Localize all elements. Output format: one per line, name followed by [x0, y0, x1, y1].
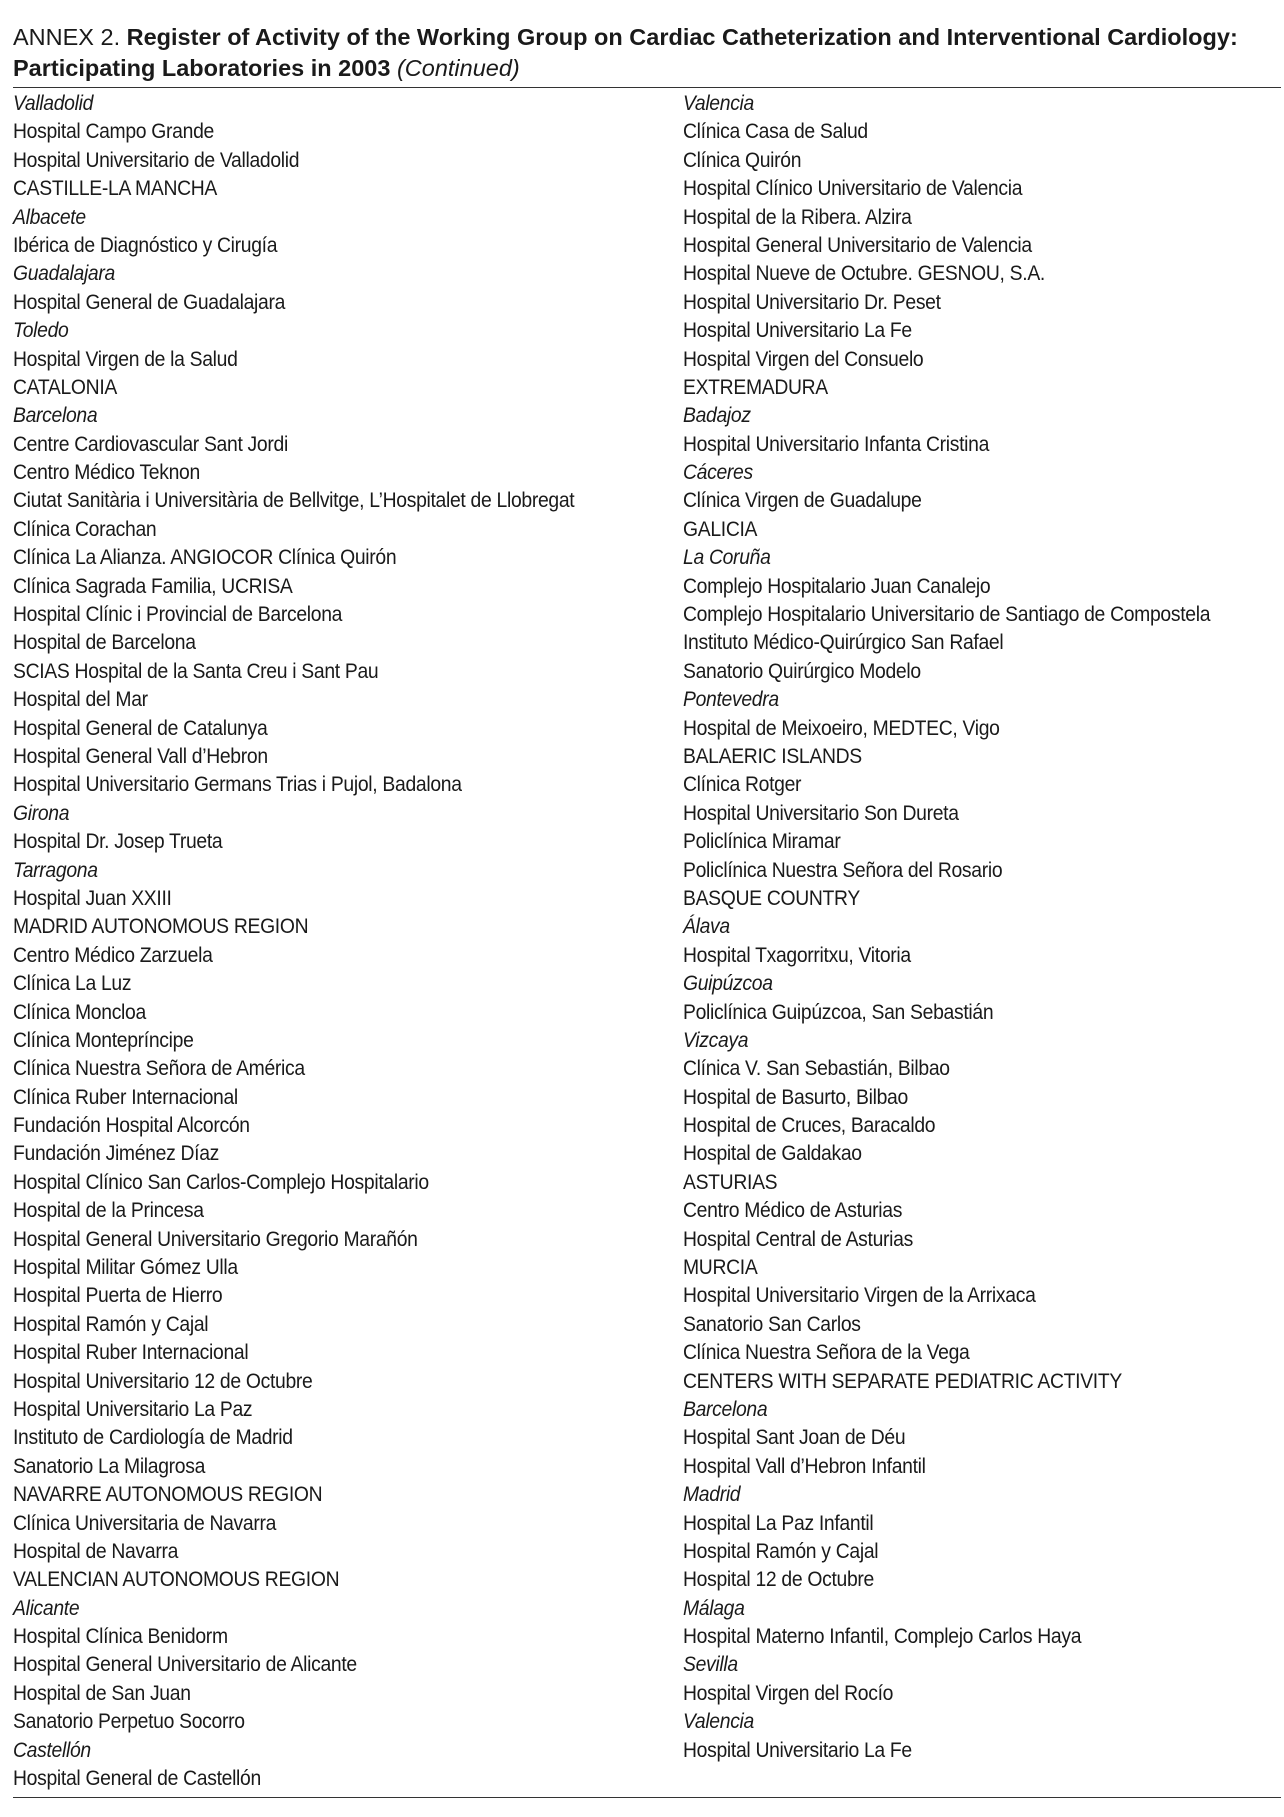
region-heading: MADRID AUTONOMOUS REGION	[13, 914, 309, 939]
annex-title-subtitle: Participating Laboratories in 2003	[13, 55, 391, 81]
region-heading: CATALONIA	[13, 374, 117, 399]
annex-title-main: Register of Activity of the Working Group on Cardiac Catheterization and Interventional Cardiology:	[126, 24, 1238, 50]
hospital-entry: Hospital Militar Gómez Ulla	[13, 1255, 238, 1280]
hospital-entry: Hospital Central de Asturias	[683, 1226, 913, 1251]
city-heading: Barcelona	[13, 403, 98, 428]
hospital-entry: Hospital Dr. Josep Trueta	[13, 829, 223, 854]
hospital-entry: Hospital Clínic i Provincial de Barcelona	[13, 602, 343, 627]
city-heading: Toledo	[13, 318, 69, 343]
hospital-entry: Hospital General de Castellón	[13, 1766, 261, 1791]
hospital-entry: Hospital de San Juan	[13, 1680, 191, 1705]
region-heading: NAVARRE AUTONOMOUS REGION	[13, 1482, 323, 1507]
hospital-entry: Hospital General de Guadalajara	[13, 289, 286, 314]
city-heading: Guipúzcoa	[683, 971, 773, 996]
city-heading: Guadalajara	[13, 261, 115, 286]
hospital-entry: SCIAS Hospital de la Santa Creu i Sant Pau	[13, 658, 379, 683]
hospital-entry: Hospital Txagorritxu, Vitoria	[683, 942, 911, 967]
hospital-entry: Ciutat Sanitària i Universitària de Bellvitge, L’Hospitalet de Llobregat	[13, 488, 575, 513]
hospital-entry: Hospital Puerta de Hierro	[13, 1283, 223, 1308]
hospital-entry: Clínica La Luz	[13, 971, 132, 996]
hospital-entry: Clínica V. San Sebastián, Bilbao	[683, 1056, 950, 1081]
hospital-entry: Clínica Rotger	[683, 772, 802, 797]
hospital-entry: Hospital Virgen del Consuelo	[683, 346, 924, 371]
region-heading: BALAERIC ISLANDS	[683, 743, 862, 768]
hospital-entry: Sanatorio Perpetuo Socorro	[13, 1709, 245, 1734]
hospital-entry: Hospital de Basurto, Bilbao	[683, 1084, 908, 1109]
left-column	[13, 89, 673, 1792]
hospital-entry: Hospital de la Princesa	[13, 1198, 204, 1223]
hospital-entry: Hospital de Meixoeiro, MEDTEC, Vigo	[683, 715, 1000, 740]
hospital-entry: Instituto de Cardiología de Madrid	[13, 1425, 293, 1450]
hospital-entry: Hospital General de Catalunya	[13, 715, 268, 740]
hospital-entry: Complejo Hospitalario Juan Canalejo	[683, 573, 991, 598]
hospital-entry: Hospital Virgen de la Salud	[13, 346, 238, 371]
hospital-entry: Hospital Materno Infantil, Complejo Carlos Haya	[683, 1624, 1082, 1649]
hospital-entry: Hospital Universitario La Fe	[683, 318, 912, 343]
hospital-entry: Fundación Jiménez Díaz	[13, 1141, 220, 1166]
hospital-entry: Clínica Sagrada Familia, UCRISA	[13, 573, 293, 598]
city-heading: La Coruña	[683, 545, 771, 570]
hospital-entry: Clínica Nuestra Señora de América	[13, 1056, 305, 1081]
bottom-rule	[13, 1797, 1281, 1798]
hospital-entry: Clínica Virgen de Guadalupe	[683, 488, 922, 513]
region-heading: VALENCIAN AUTONOMOUS REGION	[13, 1567, 340, 1592]
hospital-entry: Hospital Ramón y Cajal	[13, 1311, 209, 1336]
region-heading: EXTREMADURA	[683, 374, 828, 399]
annex-document	[13, 22, 1281, 1793]
hospital-entry: Clínica Ruber Internacional	[13, 1084, 238, 1109]
hospital-entry: Hospital Vall d’Hebron Infantil	[683, 1453, 926, 1478]
hospital-entry: Clínica Corachan	[13, 516, 157, 541]
city-heading: Valencia	[683, 91, 754, 115]
hospital-entry: Hospital Universitario La Fe	[683, 1737, 912, 1762]
hospital-entry: Hospital de Barcelona	[13, 630, 196, 655]
hospital-entry: Centro Médico Teknon	[13, 460, 200, 485]
city-heading: Alicante	[13, 1595, 80, 1620]
hospital-entry: Policlínica Guipúzcoa, San Sebastián	[683, 999, 994, 1024]
city-heading: Valladolid	[13, 91, 94, 115]
hospital-entry: Policlínica Miramar	[683, 829, 841, 854]
city-heading: Álava	[683, 914, 730, 939]
city-heading: Tarragona	[13, 857, 98, 882]
right-column	[683, 89, 1281, 1764]
city-heading: Albacete	[13, 204, 86, 229]
city-heading: Badajoz	[683, 403, 751, 428]
hospital-entry: Hospital Clínico Universitario de Valencia	[683, 176, 1023, 201]
hospital-entry: Hospital Juan XXIII	[13, 885, 172, 910]
hospital-entry: Hospital Campo Grande	[13, 119, 214, 144]
continued-label: (Continued)	[396, 55, 520, 81]
annex-title	[13, 22, 1281, 87]
hospital-entry: Clínica Universitaria de Navarra	[13, 1510, 277, 1535]
hospital-entry: Hospital Universitario Son Dureta	[683, 800, 959, 825]
hospital-entry: Clínica La Alianza. ANGIOCOR Clínica Quirón	[13, 545, 397, 570]
laboratory-list	[13, 88, 1281, 1793]
hospital-entry: Hospital General Universitario de Alicante	[13, 1652, 357, 1677]
hospital-entry: Hospital Nueve de Octubre. GESNOU, S.A.	[683, 261, 1045, 286]
annex-number: ANNEX 2.	[13, 24, 121, 50]
city-heading: Pontevedra	[683, 687, 779, 712]
city-heading: Vizcaya	[683, 1027, 749, 1052]
region-heading: ASTURIAS	[683, 1169, 778, 1194]
hospital-entry: Fundación Hospital Alcorcón	[13, 1113, 250, 1138]
hospital-entry: Clínica Casa de Salud	[683, 119, 868, 144]
hospital-entry: Hospital 12 de Octubre	[683, 1567, 874, 1592]
region-heading: CENTERS WITH SEPARATE PEDIATRIC ACTIVITY	[683, 1368, 1122, 1393]
city-heading: Málaga	[683, 1595, 745, 1620]
hospital-entry: Hospital Universitario 12 de Octubre	[13, 1368, 313, 1393]
city-heading: Madrid	[683, 1482, 741, 1507]
region-heading: MURCIA	[683, 1255, 758, 1280]
hospital-entry: Hospital Clínico San Carlos-Complejo Hospitalario	[13, 1169, 429, 1194]
hospital-entry: Hospital de la Ribera. Alzira	[683, 204, 912, 229]
city-heading: Barcelona	[683, 1396, 768, 1421]
hospital-entry: Hospital Universitario Dr. Peset	[683, 289, 941, 314]
hospital-entry: Centro Médico de Asturias	[683, 1198, 903, 1223]
hospital-entry: Instituto Médico-Quirúrgico San Rafael	[683, 630, 1004, 655]
city-heading: Castellón	[13, 1737, 91, 1762]
hospital-entry: Sanatorio San Carlos	[683, 1311, 861, 1336]
hospital-entry: Hospital Universitario Infanta Cristina	[683, 431, 990, 456]
hospital-entry: Hospital La Paz Infantil	[683, 1510, 874, 1535]
hospital-entry: Hospital Universitario de Valladolid	[13, 147, 300, 172]
hospital-entry: Hospital Clínica Benidorm	[13, 1624, 228, 1649]
hospital-entry: Hospital Virgen del Rocío	[683, 1680, 894, 1705]
hospital-entry: Hospital General Vall d’Hebron	[13, 743, 268, 768]
hospital-entry: Hospital General Universitario de Valencia	[683, 232, 1032, 257]
hospital-entry: Clínica Quirón	[683, 147, 802, 172]
annex-title-line-1	[13, 22, 1281, 53]
city-heading: Sevilla	[683, 1652, 738, 1677]
hospital-entry: Hospital Universitario Virgen de la Arrixaca	[683, 1283, 1036, 1308]
hospital-entry: Hospital de Galdakao	[683, 1141, 862, 1166]
hospital-entry: Hospital Universitario La Paz	[13, 1396, 253, 1421]
region-heading: CASTILLE-LA MANCHA	[13, 176, 218, 201]
hospital-entry: Hospital Ramón y Cajal	[683, 1538, 879, 1563]
hospital-entry: Ibérica de Diagnóstico y Cirugía	[13, 232, 278, 257]
hospital-entry: Hospital General Universitario Gregorio Marañón	[13, 1226, 418, 1251]
hospital-entry: Clínica Montepríncipe	[13, 1027, 194, 1052]
city-heading: Valencia	[683, 1709, 754, 1734]
hospital-entry: Hospital de Navarra	[13, 1538, 179, 1563]
city-heading: Cáceres	[683, 460, 753, 485]
hospital-entry: Clínica Moncloa	[13, 999, 146, 1024]
hospital-entry: Clínica Nuestra Señora de la Vega	[683, 1340, 970, 1365]
hospital-entry: Hospital de Cruces, Baracaldo	[683, 1113, 936, 1138]
hospital-entry: Hospital del Mar	[13, 687, 148, 712]
hospital-entry: Policlínica Nuestra Señora del Rosario	[683, 857, 1003, 882]
hospital-entry: Sanatorio Quirúrgico Modelo	[683, 658, 921, 683]
annex-title-line-2	[13, 53, 1281, 84]
hospital-entry: Hospital Universitario Germans Trias i Pujol, Badalona	[13, 772, 462, 797]
hospital-entry: Hospital Ruber Internacional	[13, 1340, 249, 1365]
hospital-entry: Centro Médico Zarzuela	[13, 942, 213, 967]
hospital-entry: Centre Cardiovascular Sant Jordi	[13, 431, 288, 456]
hospital-entry: Hospital Sant Joan de Déu	[683, 1425, 906, 1450]
city-heading: Girona	[13, 800, 70, 825]
region-heading: BASQUE COUNTRY	[683, 885, 860, 910]
hospital-entry: Complejo Hospitalario Universitario de Santiago de Compostela	[683, 602, 1211, 627]
region-heading: GALICIA	[683, 516, 758, 541]
hospital-entry: Sanatorio La Milagrosa	[13, 1453, 206, 1478]
